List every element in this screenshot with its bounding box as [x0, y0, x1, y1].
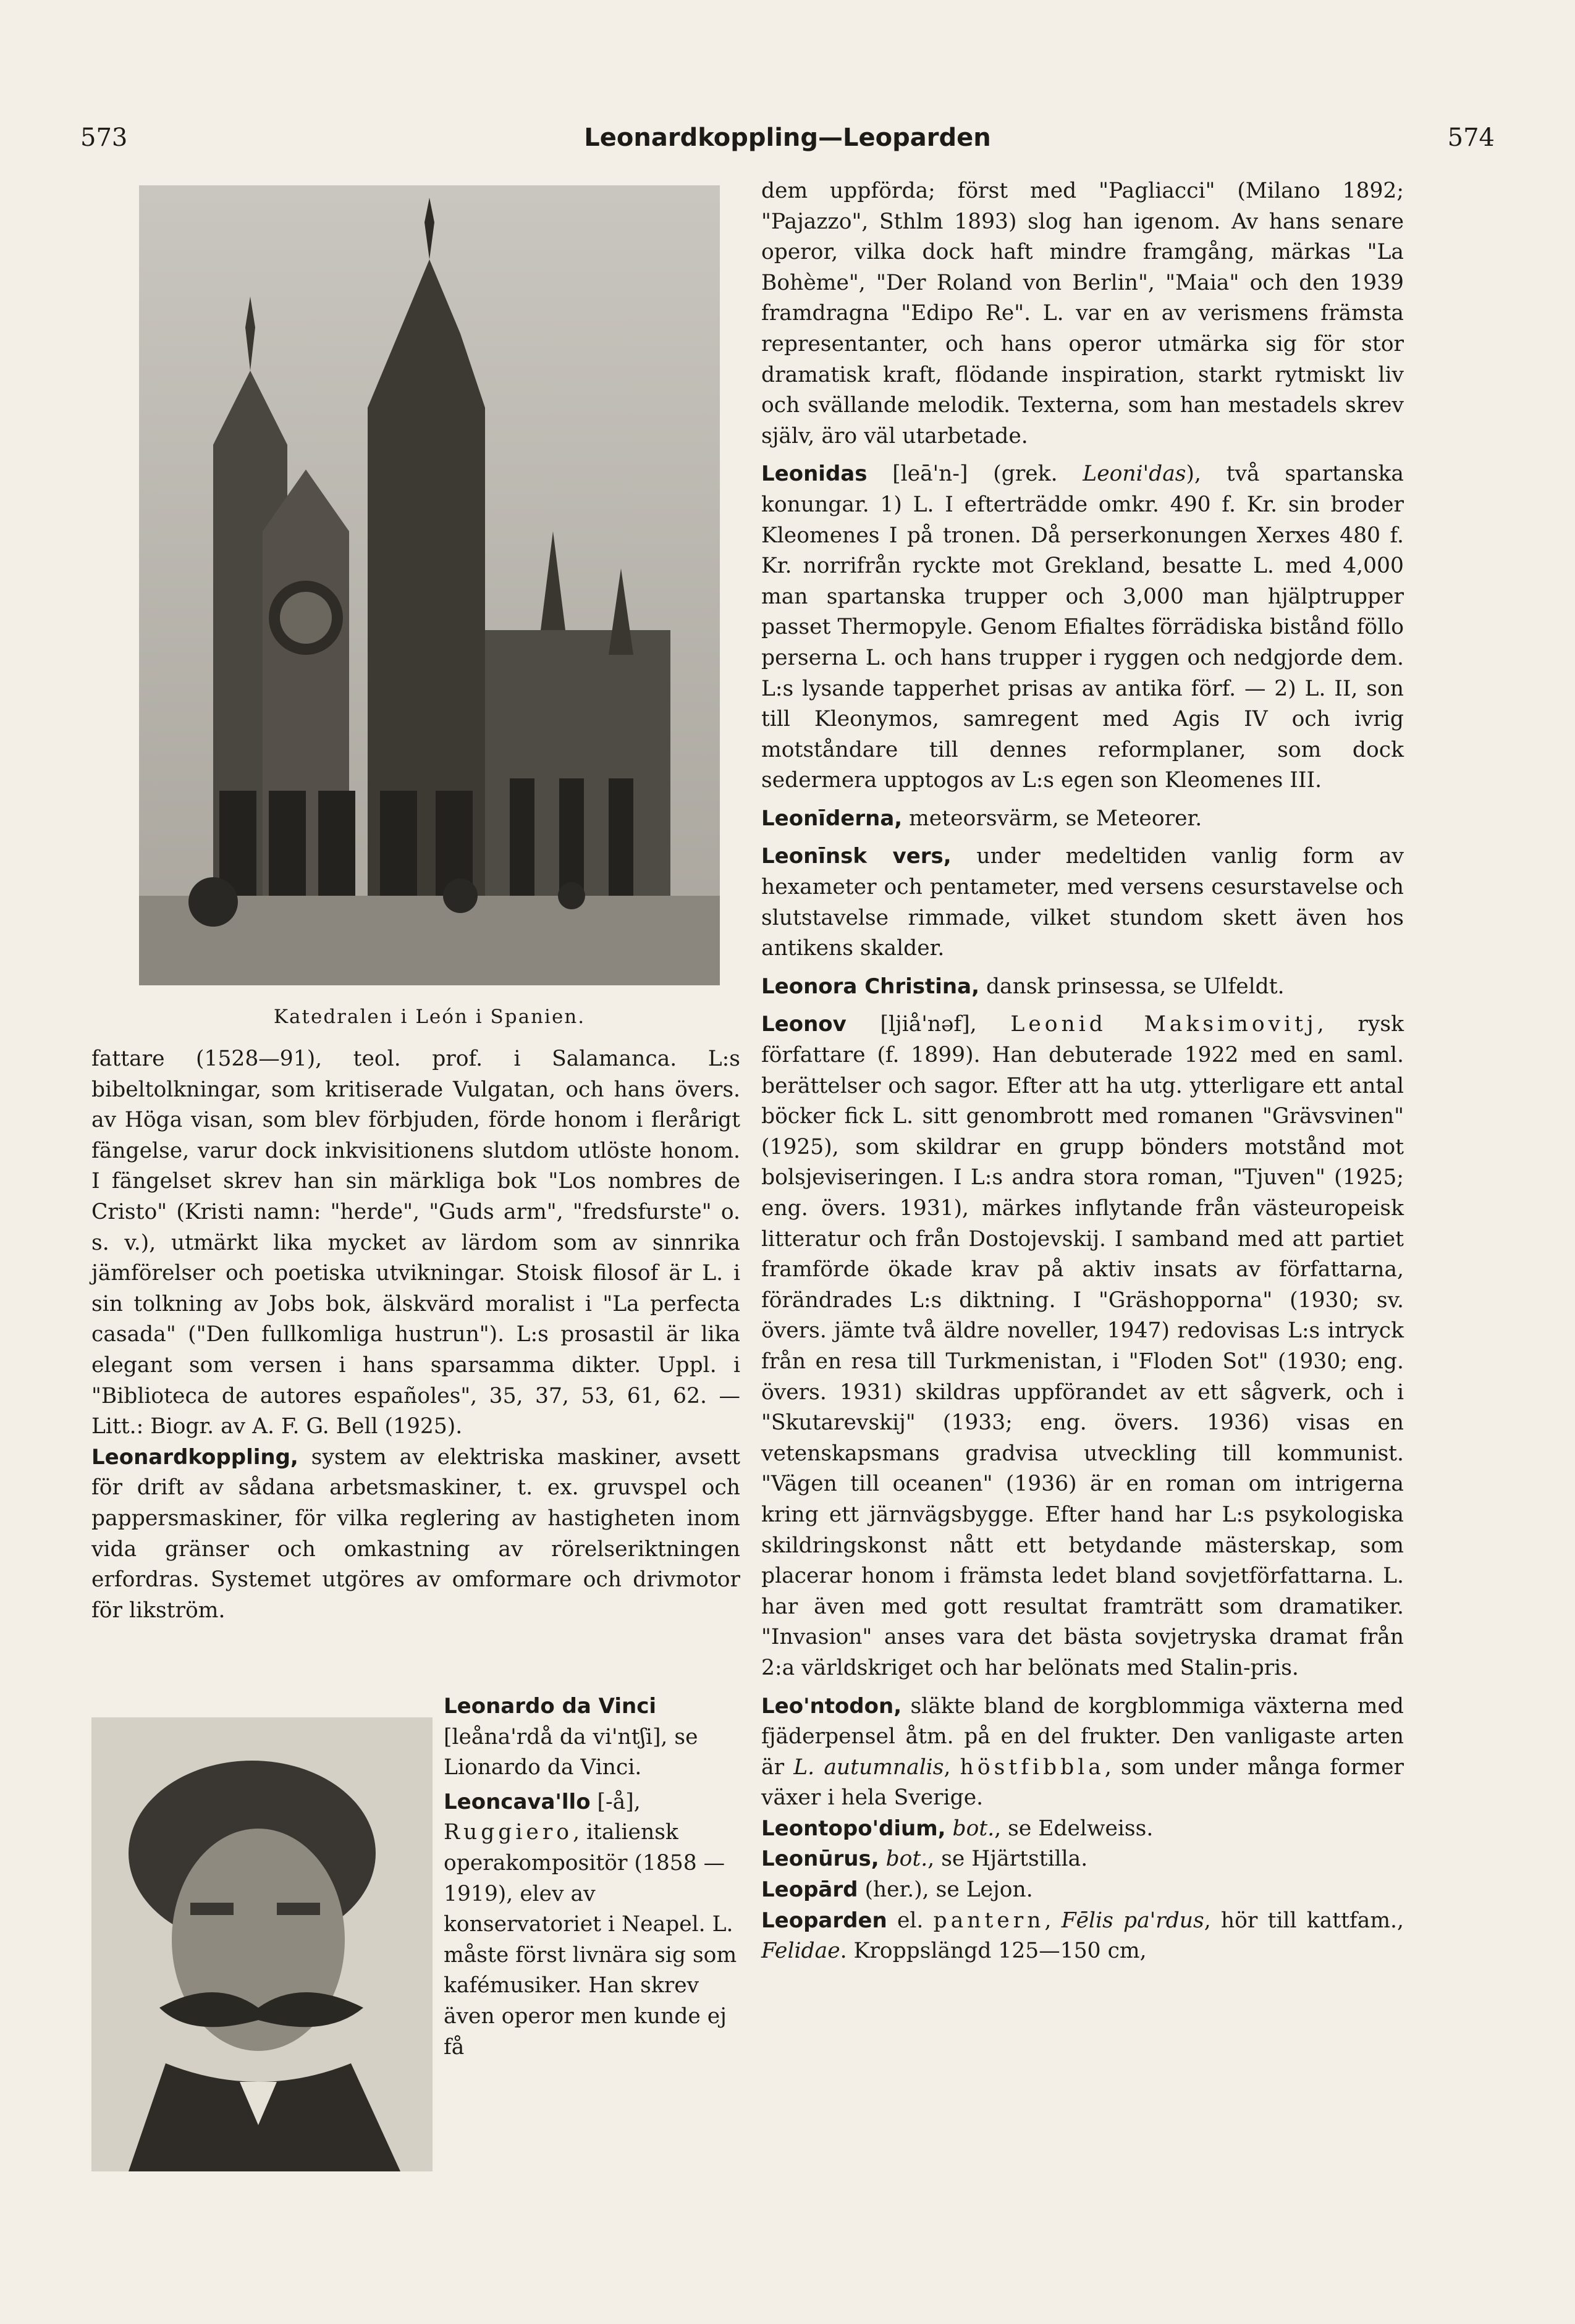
page-number-right: 574 — [1447, 124, 1495, 152]
cathedral-caption: Katedralen i León i Spanien. — [273, 1006, 586, 1028]
portrait-side-text — [444, 1688, 740, 2063]
portrait-photo — [91, 1717, 433, 2171]
entry-text: släkte bland de korgblommiga växterna med fjäderpensel åtm. på en del frukter. Den vanligaste arten är — [761, 1693, 1404, 1780]
headword: Leopārd — [761, 1877, 858, 1903]
entry-text: system av elektriska maskiner, avsett för drift av sådana arbetsmaskiner, t. ex. gruvspel och pappersmaskiner, för vilka reglering av hastigheten inom vida gränser och omkastning av rörelseriktningen erfordras. Systemet utgöres av omformare och drivmotor för likström. — [91, 1444, 740, 1623]
entry-text: meteorsvärm, se Meteorer. — [902, 806, 1202, 831]
entry-text: under medeltiden vanlig form av hexameter och pentameter, med versens cesurstavelse och slutstavelse rimmade, vilket stundom skett även hos antikens skalder. — [761, 844, 1404, 961]
entry-text: el. — [887, 1908, 934, 1933]
entry-leopard — [761, 1875, 1404, 1906]
left-column — [91, 1044, 740, 1626]
page-header — [80, 124, 1495, 161]
entry-text: (her.), se Lejon. — [858, 1877, 1033, 1903]
running-title: Leonardkoppling—Leoparden — [584, 124, 991, 152]
entry-text: dansk prinsessa, se Ulfeldt. — [979, 974, 1285, 999]
headword: Leoncava'llo — [444, 1789, 591, 1814]
entry-italic: Leoni'das — [1083, 461, 1186, 487]
entry-text: , se Hjärtstilla. — [927, 1846, 1088, 1872]
headword: Leonora Christina, — [761, 974, 979, 999]
entry-text: [-å], — [590, 1789, 641, 1814]
right-column — [761, 176, 1404, 1967]
headword: Leonīnsk vers, — [761, 844, 952, 869]
person-name: Ruggiero — [444, 1820, 573, 1845]
entry-leonora-christina — [761, 972, 1404, 1003]
entry-spaced: pantern — [933, 1908, 1045, 1933]
cathedral-icon — [139, 185, 720, 985]
headword: Leonūrus, — [761, 1846, 879, 1872]
entry-text: , — [944, 1754, 960, 1780]
entry-text: [ljiå'nəf], — [846, 1012, 1011, 1037]
entry-text: ), två spartanska konungar. 1) L. I efterträdde omkr. 490 f. Kr. sin broder Kleomenes I på tronen. Då perserkonungen Xerxes 480 f. Kr. norrifrån ryckte mot Grekland, besatte L. med 4,000 man spartanska trupper och 3,000 man hjälptrupper passet Thermopyle. Genom Efialtes förrädiska bistånd föllo perserna L. och hans trupper i ryggen och nedgjorde dem. L:s lysande tapperhet prisas av antika förf. — 2) L. II, son till Kleonymos, samregent med Agis IV och ivrig motståndare till dennes reformplaner, som dock sedermera upptogos av L:s egen son Kleomenes III. — [761, 461, 1404, 793]
entry-text: [leåna'rdå da vi'ntʃi], se Lionardo da Vinci. — [444, 1724, 698, 1780]
entry-italic: bot. — [879, 1846, 928, 1872]
entry-leonov — [761, 1009, 1404, 1683]
entry-leoniderna — [761, 804, 1404, 835]
headword: Leoparden — [761, 1908, 887, 1933]
entry-spaced: höstfibbla — [960, 1754, 1105, 1780]
page-number-left: 573 — [80, 124, 128, 152]
entry-italic: L. autumnalis — [793, 1754, 944, 1780]
entry-text: , — [1044, 1908, 1062, 1933]
entry-continuation: fattare (1528—91), teol. prof. i Salamanca. L:s bibeltolkningar, som kritiserade Vulgatan, och hans övers. av Höga visan, som blev förbjuden, förde honom i flerårigt fängelse, varur dock inkvisitionens slutdom utlöste honom. I fängelset skrev han sin märkliga bok "Los nombres de Cristo" (Kristi namn: "herde", "Guds arm", "fredsfurste" o. s. v.), utmärkt lika mycket av lärdom som av sinnrika jämförelser och poetiska utvikningar. Stoisk filosof är L. i sin tolkning av Jobs bok, älskvärd moralist i "La perfecta casada" ("Den fullkomliga hustrun"). L:s prosastil är lika elegant som versen i hans sparsamma dikter. Uppl. i "Biblioteca de autores españoles", 35, 37, 53, 61, 62. — Litt.: Biogr. av A. F. G. Bell (1925). — [91, 1046, 740, 1439]
entry-italic: Fēlis pa'rdus — [1061, 1908, 1204, 1933]
entry-leontodon — [761, 1691, 1404, 1814]
entry-italic: bot. — [945, 1816, 995, 1841]
headword: Leonidas — [761, 461, 868, 487]
entry-text: , italiensk operakompositör (1858 —1919), elev av konservatoriet i Neapel. L. måste först livnära sig som kafémusiker. Han skrev även operor men kunde ej få — [444, 1820, 737, 2060]
entry-leoncavallo — [444, 1787, 740, 2063]
entry-text: , rysk författare (f. 1899). Han debuterade 1922 med en saml. berättelser och sagor. Efter att ha utg. ytterligare ett antal böcker fick L. sitt genombrott med romanen "Grävsvinen" (1925), som skildrar en grupp bönders motstånd mot bolsjeviseringen. I L:s andra stora roman, "Tjuven" (1925; eng. övers. 1931), märkes inflytande från västeuropeisk litteratur och från Dostojevskij. I samband med att partiet framförde ökade krav på aktiv insats av författarna, förändrades L:s diktning. I "Gräshopporna" (1930; sv. övers. jämte två äldre noveller, 1947) redovisas L:s intryck från en resa till Turkmenistan, i "Floden Sot" (1930; eng. övers. 1931) skildras uppförandet av ett sågverk, och i "Skutarevskij" (1933; eng. övers. 1936) visas en vetenskapsmans gradvisa utveckling till kommunist. "Vägen till oceanen" (1936) är en roman om intrigerna kring ett järnvägsbygge. Efter hand har L:s psykologiska skildringskonst nått ett betydande mästerskap, som placerar honom i främsta ledet bland sovjetförfattarna. L. har även med gott resultat framträtt som dramatiker. "Invasion" anses vara det bästa sovjetryska dramat från 2:a världskriget och har belönats med Stalin-pris. — [761, 1012, 1404, 1680]
headword: Leonardkoppling, — [91, 1444, 298, 1470]
headword: Leo'ntodon, — [761, 1693, 902, 1719]
entry-text: , som under många former växer i hela Sverige. — [761, 1754, 1404, 1811]
person-name: Leonid Maksimovitj — [1010, 1012, 1317, 1037]
entry-text: , se Edelweiss. — [994, 1816, 1154, 1841]
headword: Leonīderna, — [761, 806, 903, 831]
entry-text: [leā'n-] (grek. — [867, 461, 1083, 487]
entry-leontopodium — [761, 1814, 1404, 1845]
portrait-icon — [91, 1717, 433, 2171]
entry-leonurus — [761, 1844, 1404, 1875]
entry-text: , hör till kattfam., — [1204, 1908, 1404, 1933]
headword: Leontopo'dium, — [761, 1816, 946, 1841]
entry-text: . Kroppslängd 125—150 cm, — [840, 1939, 1147, 1964]
entry-leoninsk-vers — [761, 841, 1404, 964]
headword: Leonov — [761, 1012, 847, 1037]
entry-leoparden — [761, 1906, 1404, 1967]
entry-leonidas — [761, 459, 1404, 796]
cathedral-photo — [139, 185, 720, 985]
entry-continuation: dem uppförda; först med "Pagliacci" (Milano 1892; "Pajazzo", Sthlm 1893) slog han igenom. Av hans senare operor, vilka dock haft mindre framgång, märkas "La Bohème", "Der Roland von Berlin", "Maia" och den 1939 framdragna "Edipo Re". L. var en av verismens främsta representanter, och hans operor utmärka sig för stor dramatisk kraft, flödande inspiration, starkt rytmiskt liv och svällande melodik. Texterna, som han mestadels skrev själv, äro väl utarbetade. — [761, 179, 1404, 448]
entry-leonardo — [444, 1691, 740, 1783]
entry-leonardkoppling — [91, 1442, 740, 1627]
entry-italic: Felidae — [761, 1939, 840, 1964]
headword: Leonardo da Vinci — [444, 1694, 657, 1719]
